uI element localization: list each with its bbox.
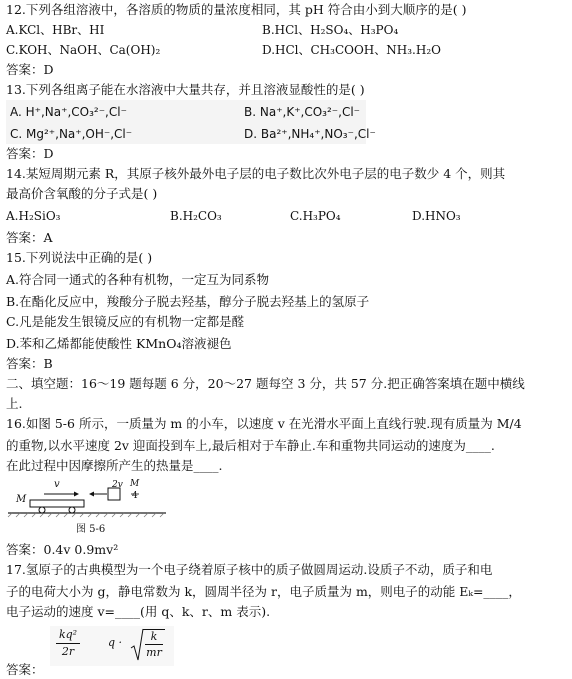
q16-line3: 在此过程中因摩擦所产生的热量是____. [6, 458, 223, 473]
formula-v-denominator: mr [146, 646, 162, 659]
formula-ek-denominator: 2r [61, 645, 75, 658]
q17-line2: 子的电荷大小为 g，静电常数为 k，圆周半径为 r，电子质量为 m，则电子的动能 Eₖ=____， [6, 584, 521, 599]
formula-v-bar [145, 644, 163, 645]
q17-answer: 答案： [6, 662, 44, 677]
q14-option-b: B.H₂CO₃ [170, 209, 222, 223]
q16-line1: 16.如图 5-6 所示，一质量为 m 的小车，以速度 v 在光滑水平面上直线行驶.现有质量为 M/4 [6, 416, 522, 431]
q17-line3: 电子运动的速度 v=____(用 q、k、r、m 表示). [6, 604, 271, 619]
fig-label-m4-den: 4 [132, 491, 138, 501]
q13-option-d: D. Ba²⁺,NH₄⁺,NO₃⁻,Cl⁻ [244, 127, 376, 141]
q14-option-c: C.H₃PO₄ [290, 209, 341, 223]
cart-wheel-left [39, 507, 45, 513]
q12-option-c: C.KOH、NaOH、Ca(OH)₂ [6, 43, 161, 57]
fig-label-m: M [16, 494, 27, 505]
q12-option-a: A.KCl、HBr、HI [6, 23, 105, 37]
q13-option-b: B. Na⁺,K⁺,CO₃²⁻,Cl⁻ [244, 105, 360, 119]
q16-line2: 的重物,以水平速度 2v 迎面投到车上,最后相对于车静止.车和重物共同运动的速度为____. [6, 438, 495, 453]
q16-answer: 答案：0.4v 0.9mv² [6, 542, 119, 557]
sqrt-icon [130, 628, 144, 662]
q14-option-a: A.H₂SiO₃ [6, 209, 61, 223]
q15-option-a: A.符合同一通式的各种有机物，一定互为同系物 [6, 272, 270, 287]
q13-option-a: A. H⁺,Na⁺,CO₃²⁻,Cl⁻ [10, 105, 127, 119]
q14-stem-line1: 14.某短周期元素 R，其原子核外最外电子层的电子数比次外电子层的电子数少 4 个，则其 [6, 166, 506, 181]
section2-heading-line1: 二、填空题：16～19 题每题 6 分，20～27 题每空 3 分，共 57 分.把正确答案填在题中横线 [6, 376, 525, 391]
formula-v-q: q · [108, 636, 123, 649]
q13-option-c: C. Mg²⁺,Na⁺,OH⁻,Cl⁻ [10, 127, 133, 141]
q14-option-d: D.HNO₃ [412, 209, 461, 223]
cart-wheel-right [69, 507, 75, 513]
q12-answer: 答案：D [6, 62, 54, 77]
formula-ek-numerator: kq² [58, 628, 78, 641]
q15-option-c: C.凡是能发生银镜反应的有机物一定都是醛 [6, 314, 245, 329]
q12-option-d: D.HCl、CH₃COOH、NH₃.H₂O [262, 43, 441, 57]
q12-option-b: B.HCl、H₂SO₄、H₃PO₄ [262, 23, 399, 37]
q15-answer: 答案：B [6, 356, 53, 371]
fig-label-v: v [54, 479, 60, 490]
q14-answer: 答案：A [6, 230, 53, 245]
formula-ek-bar [56, 643, 80, 644]
fig-label-2v: 2v [112, 480, 123, 490]
q17-answer-formula [50, 626, 174, 666]
cart-body [30, 500, 84, 507]
q13-stem: 13.下列各组离子能在水溶液中大量共存，并且溶液显酸性的是( ) [6, 82, 365, 97]
formula-v-numerator: k [150, 630, 158, 643]
q15-option-b: B.在酯化反应中，羧酸分子脱去羟基，醇分子脱去羟基上的氢原子 [6, 294, 370, 309]
fig-caption: 图 5-6 [76, 524, 106, 535]
fig-label-m4-num: M [130, 479, 140, 489]
q12-stem: 12.下列各组溶液中，各溶质的物质的量浓度相同，其 pH 符合由小到大顺序的是( ) [6, 2, 467, 17]
q13-answer: 答案：D [6, 146, 54, 161]
q15-option-d: D.苯和乙烯都能使酸性 KMnO₄溶液褪色 [6, 336, 232, 351]
section2-heading-line2: 上. [6, 396, 23, 411]
q14-stem-line2: 最高价含氧酸的分子式是( ) [6, 186, 158, 201]
figure-5-6 [6, 479, 176, 538]
q17-line1: 17.氢原子的古典模型为一个电子绕着原子核中的质子做圆周运动.设质子不动，质子和电 [6, 562, 493, 577]
q15-stem: 15.下列说法中正确的是( ) [6, 250, 153, 265]
